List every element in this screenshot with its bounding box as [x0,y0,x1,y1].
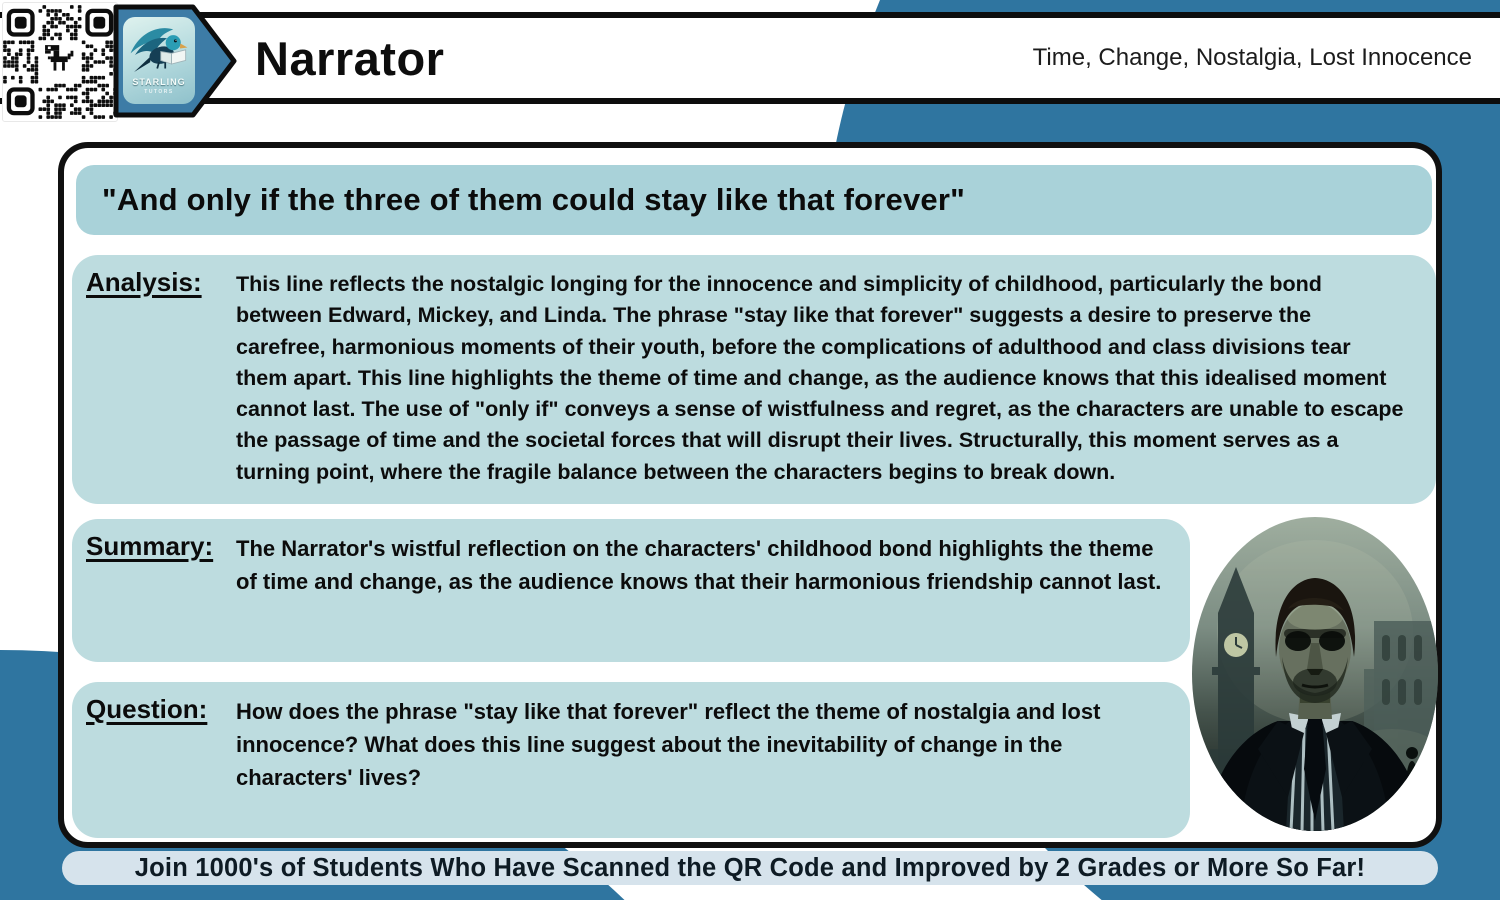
question-text: How does the phrase "stay like that forever" reflect the theme of nostalgia and lost innocence? What does this line suggest about the inevitability of change in the characters' lives? [236,699,1101,790]
question-label: Question: [86,694,208,724]
brand-logo-badge [113,4,237,118]
narrator-portrait-graphic [1192,517,1438,831]
brand-name: STARLING [132,77,186,87]
footer-banner [62,851,1438,885]
summary-text: The Narrator's wistful reflection on the characters' childhood bond highlights the theme of time and change, as the audience knows that their harmonious friendship cannot last. [236,536,1162,594]
quote-text: "And only if the three of them could stay like that forever" [102,182,966,217]
narrator-portrait [1192,517,1438,831]
summary-section [72,519,1190,662]
qr-code-graphic [3,3,117,121]
quote-box [76,165,1432,235]
themes-text: Time, Change, Nostalgia, Lost Innocence [1032,44,1472,71]
brand-subtitle: TUTORS [144,89,174,95]
content-card [58,142,1442,848]
page-title: Narrator [255,31,445,85]
analysis-label: Analysis: [86,267,202,297]
analysis-text: This line reflects the nostalgic longing for the innocence and simplicity of childhood, particularly the bond between Edward, Mickey, and Linda. The phrase "stay like that forever" suggests a desire to preserve the carefree, harmonious moments of their youth, before the complications of adulthood and class divisions tear them apart. This line highlights the theme of time and change, as the audience knows that this idealised moment cannot last. The use of "only if" conveys a sense of wistfulness and regret, as the characters are unable to escape the passage of time and the societal forces that will disrupt their lives. Structurally, this moment serves as a turning point, where the fragile balance between the characters begins to break down. [236,272,1404,484]
logo-tile [123,17,195,104]
analysis-section [72,255,1436,504]
footer-banner-text: Join 1000's of Students Who Have Scanned the QR Code and Improved by 2 Grades or More So Far! [134,853,1366,882]
starling-bird-icon [127,19,191,77]
question-section [72,682,1190,838]
summary-label: Summary: [86,531,214,561]
qr-code [2,2,118,122]
